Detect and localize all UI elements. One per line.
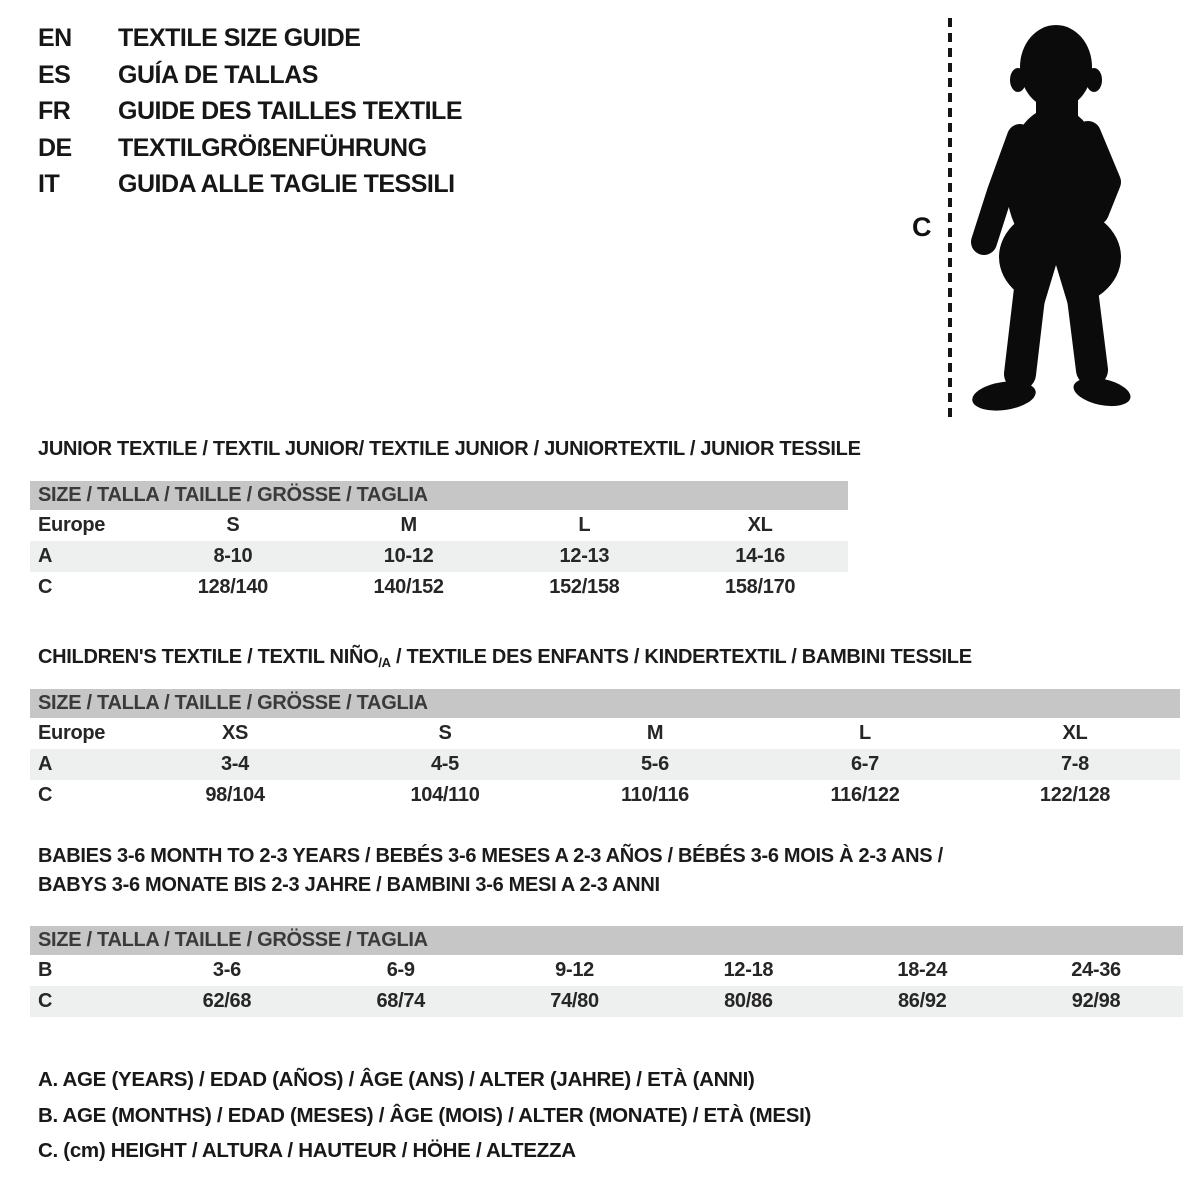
legend-note-c: C. (cm) HEIGHT / ALTURA / HAUTEUR / HÖHE / ALTEZZA <box>38 1139 576 1162</box>
age-value: 6-9 <box>386 959 415 981</box>
size-value: S <box>226 514 240 536</box>
legend-note-b: B. AGE (MONTHS) / EDAD (MESES) / ÂGE (MOIS) / ALTER (MONATE) / ETÀ (MESI) <box>38 1103 812 1127</box>
row-label: A <box>38 545 53 567</box>
legend-notes <box>38 1062 811 1169</box>
table-row-europe <box>30 718 1180 749</box>
height-value: 158/170 <box>725 576 796 598</box>
size-header-bar: SIZE / TALLA / TAILLE / GRÖSSE / TAGLIA <box>30 689 1180 718</box>
children-heading-text: CHILDREN'S TEXTILE / TEXTIL NIÑO <box>38 646 379 668</box>
size-value: XL <box>747 514 773 536</box>
babies-heading-line1: BABIES 3-6 MONTH TO 2-3 YEARS / BEBÉS 3-6 MESES A 2-3 AÑOS / BÉBÉS 3-6 MOIS À 2-3 ANS / <box>38 845 943 867</box>
height-value: 104/110 <box>410 784 480 806</box>
language-code: ES <box>38 60 71 89</box>
language-list <box>38 20 462 203</box>
size-value: XS <box>221 722 249 744</box>
age-value: 5-6 <box>640 753 669 775</box>
children-heading-text: / TEXTILE DES ENFANTS / KINDERTEXTIL / BAMBINI TESSILE <box>390 646 972 668</box>
toddler-silhouette-icon <box>966 22 1140 422</box>
row-label: A <box>38 753 53 775</box>
height-value: 80/86 <box>724 990 773 1012</box>
row-label: Europe <box>38 514 106 536</box>
table-row-age-years <box>30 749 1180 780</box>
row-label: C <box>38 990 53 1012</box>
height-value: 98/104 <box>205 784 265 806</box>
size-value: S <box>438 722 452 744</box>
size-header-bar: SIZE / TALLA / TAILLE / GRÖSSE / TAGLIA <box>30 481 848 510</box>
language-title: GUIDA ALLE TAGLIE TESSILI <box>118 170 455 198</box>
junior-section-heading: JUNIOR TEXTILE / TEXTIL JUNIOR/ TEXTILE JUNIOR / JUNIORTEXTIL / JUNIOR TESSILE <box>38 438 861 460</box>
language-row-fr <box>38 93 462 130</box>
babies-size-table <box>30 926 1183 1017</box>
height-value: 74/80 <box>550 990 599 1012</box>
table-row-age-months <box>30 955 1183 986</box>
age-value: 18-24 <box>897 959 948 981</box>
age-value: 24-36 <box>1071 959 1121 981</box>
language-title: GUIDE DES TAILLES TEXTILE <box>118 97 463 125</box>
language-row-es <box>38 57 462 94</box>
age-value: 14-16 <box>735 545 785 567</box>
height-dashed-line <box>948 18 952 418</box>
height-value: 116/122 <box>830 784 900 806</box>
height-value: 86/92 <box>897 990 947 1012</box>
table-row-europe <box>30 510 848 541</box>
row-label: Europe <box>38 722 106 744</box>
height-value: 122/128 <box>1039 784 1111 806</box>
age-value: 6-7 <box>850 753 879 775</box>
row-label: B <box>38 959 53 981</box>
age-value: 12-18 <box>723 959 774 981</box>
table-row-height-cm <box>30 986 1183 1017</box>
table-row-age-years <box>30 541 848 572</box>
language-code: EN <box>38 24 72 52</box>
height-value: 62/68 <box>202 990 252 1012</box>
language-code: FR <box>38 97 71 125</box>
age-value: 3-6 <box>212 959 241 981</box>
height-value: 68/74 <box>376 990 426 1012</box>
size-value: L <box>578 514 591 536</box>
age-value: 10-12 <box>383 545 434 567</box>
height-measure-label: C <box>912 212 932 242</box>
age-value: 9-12 <box>555 959 594 981</box>
age-value: 12-13 <box>559 545 610 567</box>
children-size-table <box>30 689 1180 811</box>
language-code: IT <box>38 170 60 198</box>
size-value: L <box>859 722 871 744</box>
age-value: 8-10 <box>213 545 253 567</box>
age-value: 3-4 <box>220 753 249 775</box>
row-label: C <box>38 784 53 806</box>
height-value: 152/158 <box>549 576 620 598</box>
height-value: 92/98 <box>1071 990 1121 1012</box>
size-value: M <box>400 514 417 536</box>
language-row-de <box>38 130 462 167</box>
junior-size-table <box>30 481 848 603</box>
legend-note-a: A. AGE (YEARS) / EDAD (AÑOS) / ÂGE (ANS) / ALTER (JAHRE) / ETÀ (ANNI) <box>38 1068 755 1091</box>
row-label: C <box>38 576 53 598</box>
table-row-height-cm <box>30 572 848 603</box>
babies-heading-line2: BABYS 3-6 MONATE BIS 2-3 JAHRE / BAMBINI 3-6 MESI A 2-3 ANNI <box>38 874 660 896</box>
age-value: 7-8 <box>1060 753 1089 775</box>
size-value: M <box>646 722 664 744</box>
size-value: XL <box>1062 722 1088 744</box>
height-value: 140/152 <box>373 576 444 598</box>
language-code: DE <box>38 133 72 162</box>
language-title: TEXTILGRÖßENFÜHRUNG <box>118 133 427 162</box>
language-row-it <box>38 166 462 203</box>
babies-section-heading <box>38 842 943 900</box>
children-section-heading <box>38 646 972 670</box>
height-value: 110/116 <box>621 784 689 806</box>
language-row-en <box>38 20 462 57</box>
children-heading-subscript: /A <box>378 655 391 670</box>
language-title: TEXTILE SIZE GUIDE <box>118 24 361 52</box>
language-title: GUÍA DE TALLAS <box>118 60 318 89</box>
size-header-bar: SIZE / TALLA / TAILLE / GRÖSSE / TAGLIA <box>30 926 1183 955</box>
height-value: 128/140 <box>197 576 268 598</box>
age-value: 4-5 <box>430 753 459 775</box>
table-row-height-cm <box>30 780 1180 811</box>
